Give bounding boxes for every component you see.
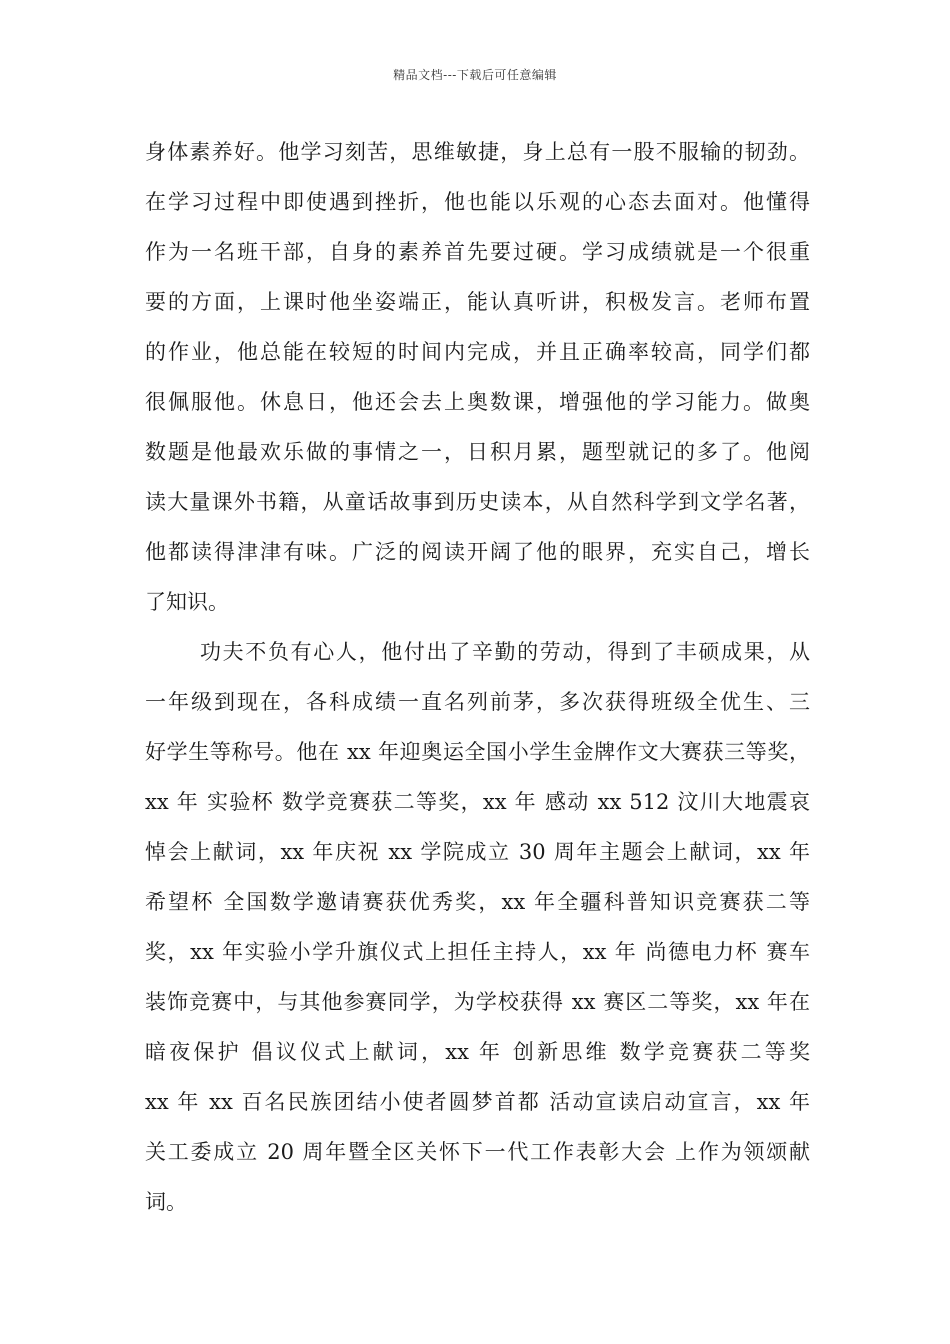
- text-line: xx 年 实验杯 数学竞赛获二等奖，xx 年 感动 xx 512 汶川大地震哀: [145, 790, 810, 814]
- text-line: 希望杯 全国数学邀请赛获优秀奖，xx 年全疆科普知识竞赛获二等: [145, 890, 810, 914]
- text-line: 词。: [145, 1190, 187, 1214]
- document-body: [145, 127, 810, 1227]
- text-line: 他都读得津津有味。广泛的阅读开阔了他的眼界，充实自己，增长: [145, 540, 810, 564]
- text-line: xx 年 xx 百名民族团结小使者圆梦首都 活动宣读启动宣言，xx 年: [145, 1090, 810, 1114]
- text-line: 的作业，他总能在较短的时间内完成，并且正确率较高，同学们都: [145, 340, 810, 364]
- text-line: 读大量课外书籍，从童话故事到历史读本，从自然科学到文学名著，: [145, 490, 810, 514]
- text-line: 好学生等称号。他在 xx 年迎奥运全国小学生金牌作文大赛获三等奖，: [145, 740, 810, 764]
- text-line: 很佩服他。休息日，他还会去上奥数课，增强他的学习能力。做奥: [145, 390, 810, 414]
- text-line: 暗夜保护 倡议仪式上献词，xx 年 创新思维 数学竞赛获二等奖: [145, 1040, 810, 1064]
- text-line: 一年级到现在，各科成绩一直名列前茅，多次获得班级全优生、三: [145, 690, 810, 714]
- text-line: 作为一名班干部，自身的素养首先要过硬。学习成绩就是一个很重: [145, 240, 810, 264]
- text-line: 身体素养好。他学习刻苦，思维敏捷，身上总有一股不服输的韧劲。: [145, 140, 810, 164]
- paragraph-1: [145, 127, 810, 627]
- text-line: 奖，xx 年实验小学升旗仪式上担任主持人，xx 年 尚德电力杯 赛车: [145, 940, 810, 964]
- page-header: 精品文档---下载后可任意编辑: [393, 68, 557, 82]
- text-line: 悼会上献词，xx 年庆祝 xx 学院成立 30 周年主题会上献词，xx 年: [145, 840, 810, 864]
- text-line: 关工委成立 20 周年暨全区关怀下一代工作表彰大会 上作为领颂献: [145, 1140, 810, 1164]
- text-line: 了知识。: [145, 590, 229, 614]
- text-line: 要的方面，上课时他坐姿端正，能认真听讲，积极发言。老师布置: [145, 290, 810, 314]
- text-line: 数题是他最欢乐做的事情之一，日积月累，题型就记的多了。他阅: [145, 440, 810, 464]
- text-line: 装饰竞赛中，与其他参赛同学，为学校获得 xx 赛区二等奖，xx 年在: [145, 990, 810, 1014]
- text-line: 功夫不负有心人，他付出了辛勤的劳动，得到了丰硕成果，从: [200, 640, 810, 664]
- text-line: 在学习过程中即使遇到挫折，他也能以乐观的心态去面对。他懂得: [145, 190, 810, 214]
- paragraph-2: [145, 627, 810, 1227]
